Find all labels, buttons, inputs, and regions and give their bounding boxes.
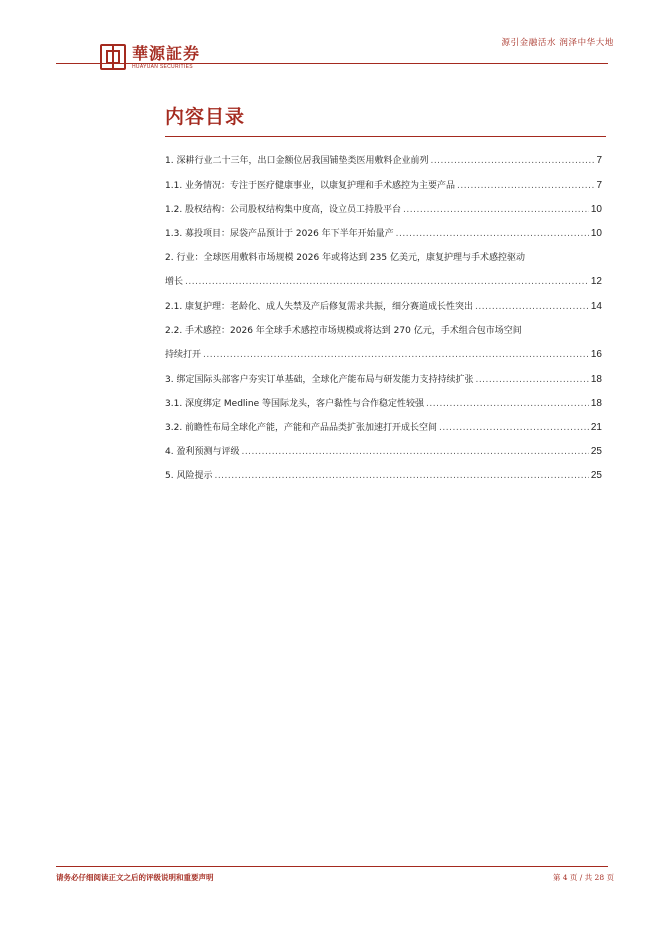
toc-entry-page: 10 — [590, 228, 602, 239]
toc-entry-3[interactable] — [165, 374, 602, 386]
toc-entry-page: 21 — [590, 422, 602, 433]
toc-entry-3-2[interactable] — [165, 422, 602, 434]
toc-entry-page: 16 — [590, 349, 602, 360]
toc-entry-4[interactable] — [165, 446, 602, 458]
toc-entry-label: 1. 深耕行业二十三年，出口金额位居我国铺垫类医用敷料企业前列 — [165, 156, 429, 166]
toc-entry-2[interactable] — [165, 276, 602, 288]
toc-leader-dots — [203, 349, 589, 361]
toc-entry-label: 3.2. 前瞻性布局全球化产能，产能和产品品类扩张加速打开成长空间 — [165, 423, 438, 433]
toc-entry-page: 7 — [596, 155, 602, 166]
toc-entry-page: 10 — [590, 204, 602, 215]
toc-entry-page: 25 — [590, 446, 602, 457]
toc-title-divider — [165, 136, 606, 137]
toc-entry-page: 18 — [590, 374, 602, 385]
toc-leader-dots — [430, 155, 594, 167]
toc-leader-dots — [426, 398, 589, 410]
toc-title: 内容目录 — [165, 106, 246, 128]
toc-leader-dots — [439, 422, 589, 434]
company-logo — [100, 42, 200, 72]
toc-leader-dots — [403, 204, 589, 216]
toc-entry-1[interactable] — [165, 155, 602, 167]
toc-entry-label: 3. 绑定国际头部客户夯实订单基础，全球化产能布局与研发能力支持持续扩张 — [165, 375, 474, 385]
toc-entry-page: 12 — [590, 276, 602, 287]
toc-entry-label: 1.2. 股权结构：公司股权结构集中度高，设立员工持股平台 — [165, 205, 402, 215]
footer-disclaimer: 请务必仔细阅读正文之后的评级说明和重要声明 — [56, 873, 214, 882]
toc-leader-dots — [214, 470, 588, 482]
toc-entry-page: 7 — [596, 180, 602, 191]
toc-entry-label: 持续打开 — [165, 350, 202, 360]
toc-leader-dots — [475, 301, 589, 313]
toc-entry-3-1[interactable] — [165, 398, 602, 410]
toc-leader-dots — [457, 180, 594, 192]
header-slogan: 源引金融活水 润泽中华大地 — [501, 38, 614, 48]
logo-chinese-name: 華源証券 — [132, 43, 201, 63]
footer-divider — [56, 866, 608, 867]
toc-entry-label: 4. 盈利预测与评级 — [165, 447, 240, 457]
toc-entry-1-1[interactable] — [165, 180, 602, 192]
toc-entry-5[interactable] — [165, 470, 602, 482]
logo-emblem-icon — [100, 44, 126, 70]
toc-entry-2-2-line1[interactable]: 2.2. 手术感控：2026 年全球手术感控市场规模或将达到 270 亿元，手术组合包市场空间 — [165, 326, 522, 336]
toc-entry-1-3[interactable] — [165, 228, 602, 240]
header-divider — [56, 63, 608, 64]
toc-entry-page: 18 — [590, 398, 602, 409]
toc-entry-label: 1.3. 募投项目：尿袋产品预计于 2026 年下半年开始量产 — [165, 229, 394, 239]
toc-entry-2-1[interactable] — [165, 301, 602, 313]
toc-entry-page: 25 — [590, 470, 602, 481]
toc-entry-label: 5. 风险提示 — [165, 471, 213, 481]
footer-page-number: 第 4 页 / 共 28 页 — [552, 873, 614, 882]
toc-leader-dots — [475, 374, 588, 386]
toc-entry-label: 1.1. 业务情况：专注于医疗健康事业，以康复护理和手术感控为主要产品 — [165, 181, 456, 191]
toc-entry-2-line1[interactable]: 2. 行业：全球医用敷料市场规模 2026 年或将达到 235 亿美元，康复护理与手术感控驱动 — [165, 253, 525, 263]
toc-entry-label: 3.1. 深度绑定 Medline 等国际龙头，客户黏性与合作稳定性较强 — [165, 399, 425, 409]
logo-english-name: HUAYUAN SECURITIES — [132, 63, 193, 70]
toc-entry-page: 14 — [590, 301, 602, 312]
toc-leader-dots — [185, 276, 589, 288]
toc-entry-1-2[interactable] — [165, 204, 602, 216]
toc-leader-dots — [396, 228, 589, 240]
toc-entry-label: 增长 — [165, 277, 184, 287]
toc-entry-label: 2.1. 康复护理：老龄化、成人失禁及产后修复需求共振，细分赛道成长性突出 — [165, 302, 474, 312]
toc-entry-2-2[interactable] — [165, 349, 602, 361]
toc-leader-dots — [241, 446, 588, 458]
logo-text — [132, 45, 200, 70]
